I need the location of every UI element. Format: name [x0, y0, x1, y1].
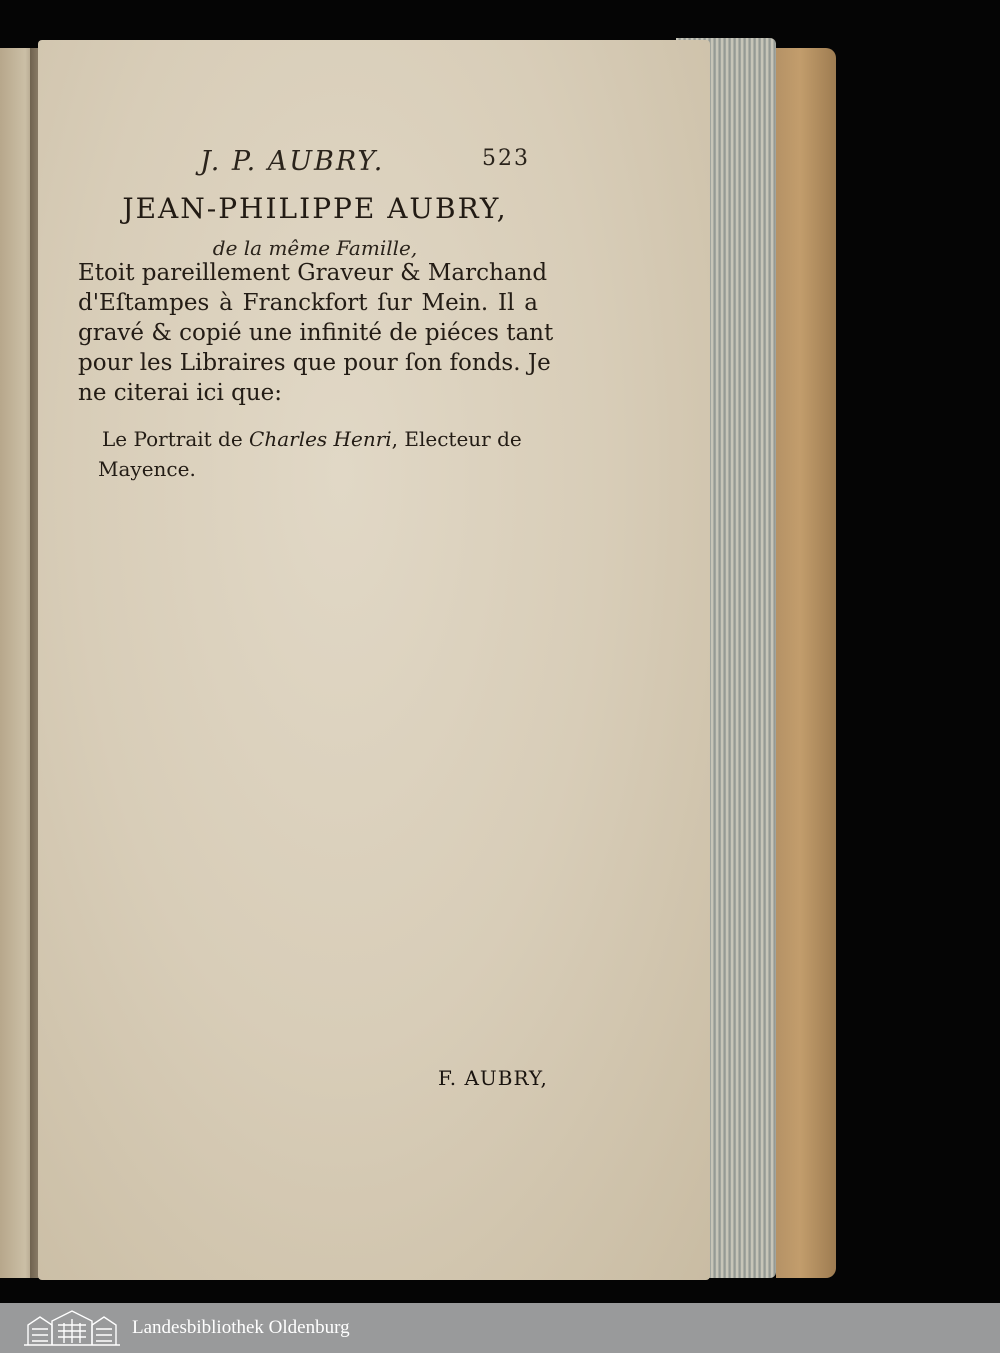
page-number: 523: [482, 146, 530, 171]
paragraph-line: d'Eſtampes à Franckfort ſur Mein. Il a: [78, 290, 538, 316]
running-head-title: J. P. AUBRY.: [200, 146, 385, 177]
running-head: [200, 140, 530, 180]
paragraph-line: pour les Libraires que pour ſon fonds. Je: [78, 350, 551, 376]
book-cover: [776, 48, 836, 1278]
footer-bar: [0, 1303, 1000, 1353]
footer-label: Landesbibliothek Oldenburg: [132, 1317, 350, 1338]
book-page: [38, 40, 710, 1280]
body-paragraph: [78, 258, 554, 408]
paragraph-line: Etoit pareillement Graveur & Marchand: [78, 260, 548, 286]
entry-heading: JEAN-PHILIPPE AUBRY,: [122, 192, 508, 225]
entry-suffix: , Electeur de: [391, 427, 522, 451]
entry-prefix: Le Portrait de: [102, 427, 250, 451]
library-building-icon: [22, 1309, 122, 1347]
paragraph-line: ne citerai ici que:: [78, 380, 283, 406]
catchword: F. AUBRY,: [438, 1066, 548, 1090]
entry-name: Charles Henri: [249, 427, 392, 451]
entry-subheading: de la même Famille,: [212, 236, 418, 260]
catalog-entry: [98, 424, 540, 484]
entry-line: Mayence.: [98, 457, 196, 481]
paragraph-line: gravé & copié une infinité de piéces tant: [78, 320, 554, 346]
entry-line: [102, 424, 540, 454]
